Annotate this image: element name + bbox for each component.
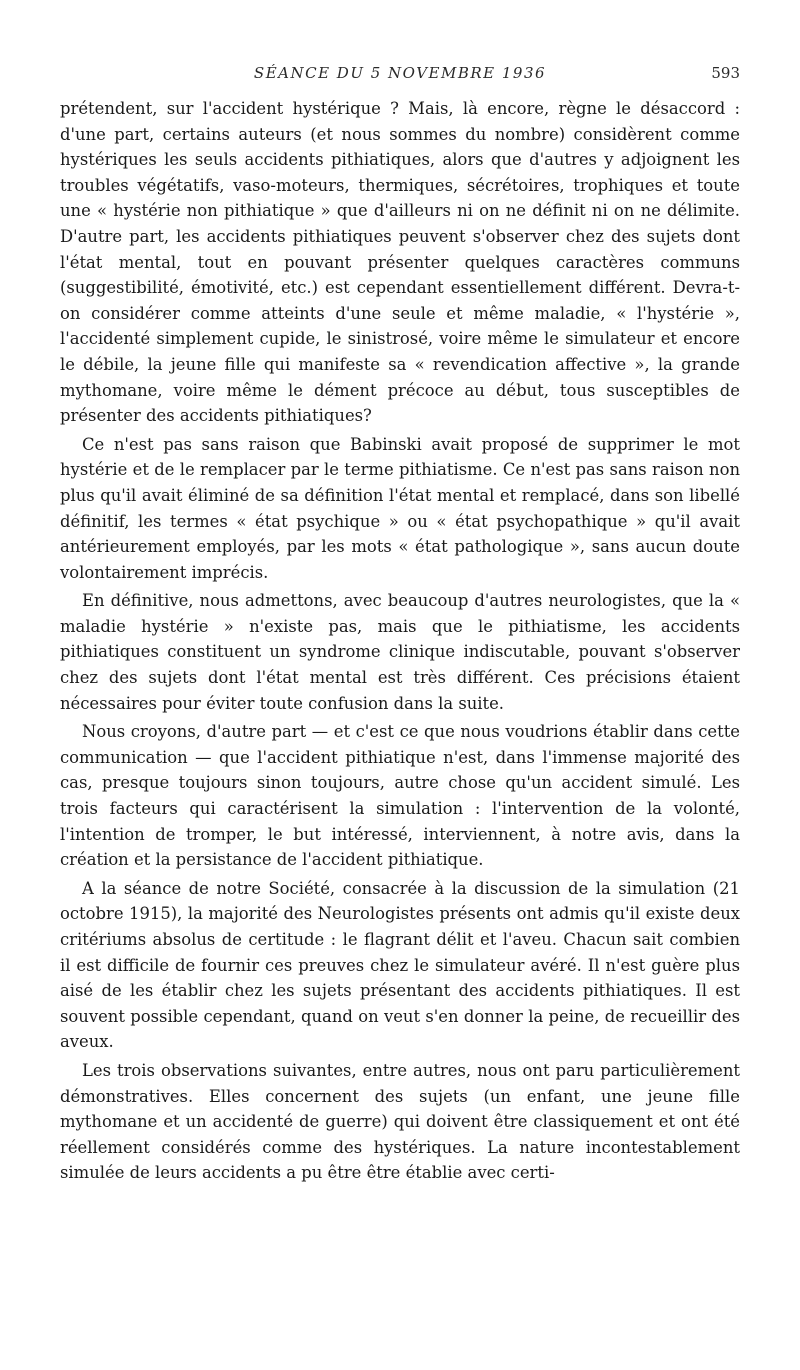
running-header	[60, 60, 740, 96]
paragraph: Ce n'est pas sans raison que Babinski avait proposé de supprimer le mot hystérie et de le remplacer par le terme pithiatisme. Ce n'est pas sans raison non plus qu'il avait éliminé de sa définition l'état mental et remplacé, dans son libellé définitif, les termes « état psychique » ou « état psychopathique » qu'il avait antérieurement employés, par les mots « état pathologique », sans aucun doute volontairement imprécis.	[60, 434, 740, 582]
paragraph: En définitive, nous admettons, avec beaucoup d'autres neurologistes, que la « maladie hystérie » n'existe pas, mais que le pithiatisme, les accidents pithiatiques constituent un syndrome clinique indiscutable, pouvant s'observer chez des sujets dont l'état mental est très différent. Ces précisions étaient nécessaires pour éviter toute confusion dans la suite.	[60, 591, 740, 713]
paragraph: A la séance de notre Société, consacrée à la discussion de la simulation (21 octobre 1915), la majorité des Neurologistes présents ont admis qu'il existe deux critériums absolus de certitude : le flagrant délit et l'aveu. Chacun sait combien il est difficile de fournir ces preuves chez le simulateur avéré. Il n'est guère plus aisé de les établir chez les sujets présentant des accidents pithiatiques. Il est souvent possible cependant, quand on veut s'en donner la peine, de recueillir des aveux.	[60, 878, 740, 1052]
document-page	[60, 60, 740, 1186]
paragraph: Nous croyons, d'autre part — et c'est ce que nous voudrions établir dans cette communication — que l'accident pithiatique n'est, dans l'immense majorité des cas, presque toujours sinon toujours, autre chose qu'un accident simulé. Les trois facteurs qui caractérisent la simulation : l'intervention de la volonté, l'intention de tromper, le but intéressé, interviennent, à notre avis, dans la création et la persistance de l'accident pithiatique.	[60, 722, 740, 870]
paragraph: prétendent, sur l'accident hystérique ? Mais, là encore, règne le désaccord : d'une part, certains auteurs (et nous sommes du nombre) considèrent comme hystériques les seuls accidents pithiatiques, alors que d'autres y adjoignent les troubles végétatifs, vaso-moteurs, thermiques, sécrétoires, trophiques et toute une « hystérie non pithiatique » que d'ailleurs ni on ne définit ni on ne délimite. D'autre part, les accidents pithiatiques peuvent s'observer chez des sujets dont l'état mental, tout en pouvant présenter quelques caractères communs (suggestibilité, émotivité, etc.) est cependant essentiellement différent. Devra-t-on considérer comme atteints d'une seule et même maladie, « l'hystérie », l'accidenté simplement cupide, le sinistrosé, voire même le simulateur et encore le débile, la jeune fille qui manifeste sa « revendication affective », la grande mythomane, voire même le dément précoce au début, tous susceptibles de présenter des accidents pithiatiques?	[60, 99, 740, 426]
page-number: 593	[711, 64, 740, 82]
running-title: SÉANCE DU 5 NOVEMBRE 1936	[253, 64, 547, 82]
body-text	[60, 96, 740, 1186]
paragraph: Les trois observations suivantes, entre autres, nous ont paru particulièrement démonstratives. Elles concernent des sujets (un enfant, une jeune fille mythomane et un accidenté de guerre) qui doivent être classiquement et ont été réellement considérés comme des hystériques. La nature incontestablement simulée de leurs accidents a pu être être établie avec certi-	[60, 1060, 740, 1183]
